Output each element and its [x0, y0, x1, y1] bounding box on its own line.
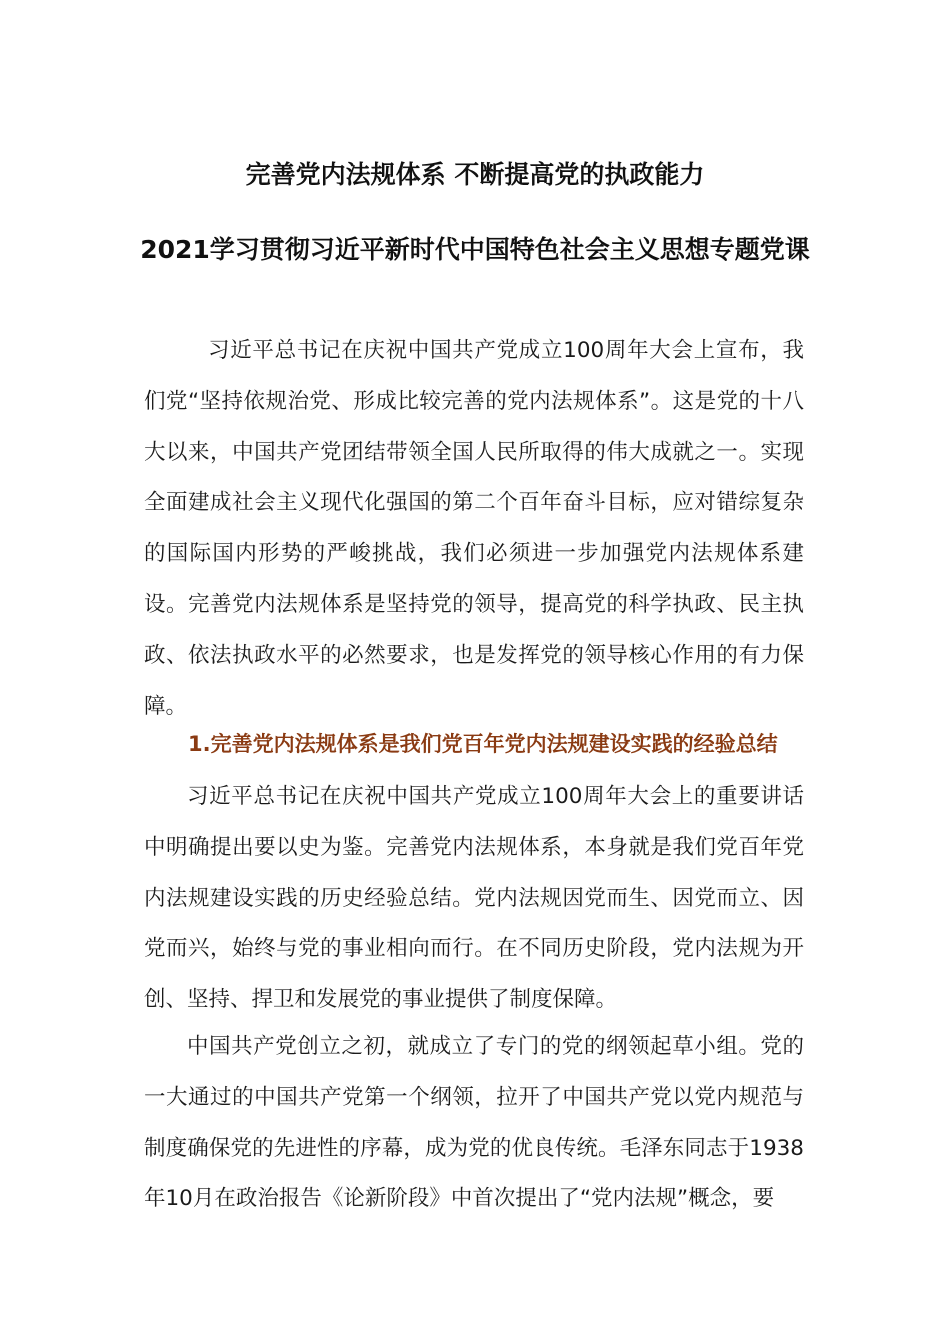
paragraph-intro: 习近平总书记在庆祝中国共产党成立100周年大会上宣布，我们党“坚持依规治党、形成比较完善的党内法规体系”。这是党的十八大以来，中国共产党团结带领全国人民所取得的伟大成就之一。实现全面建成社会主义现代化强国的第二个百年奋斗目标，应对错综复杂的国际国内形势的严峻挑战，我们必须进一步加强党内法规体系建设。完善党内法规体系是坚持党的领导，提高党的科学执政、民主执政、依法执政水平的必然要求，也是发挥党的领导核心作用的有力保障。: [144, 338, 804, 719]
section-heading-1: 1.完善党内法规体系是我们党百年党内法规建设实践的经验总结: [188, 732, 778, 756]
document-title: 完善党内法规体系 不断提高党的执政能力: [245, 160, 705, 189]
document-subtitle: 2021学习贯彻习近平新时代中国特色社会主义思想专题党课: [140, 235, 810, 264]
paragraph-section-1-a: 习近平总书记在庆祝中国共产党成立100周年大会上的重要讲话中明确提出要以史为鉴。完善党内法规体系，本身就是我们党百年党内法规建设实践的历史经验总结。党内法规因党而生、因党而立、因党而兴，始终与党的事业相向而行。在不同历史阶段，党内法规为开创、坚持、捍卫和发展党的事业提供了制度保障。: [144, 784, 804, 1013]
paragraph-section-1-b: 中国共产党创立之初，就成立了专门的党的纲领起草小组。党的一大通过的中国共产党第一个纲领，拉开了中国共产党以党内规范与制度确保党的先进性的序幕，成为党的优良传统。毛泽东同志于1938年10月在政治报告《论新阶段》中首次提出了“党内法规”概念，要: [144, 1034, 804, 1212]
